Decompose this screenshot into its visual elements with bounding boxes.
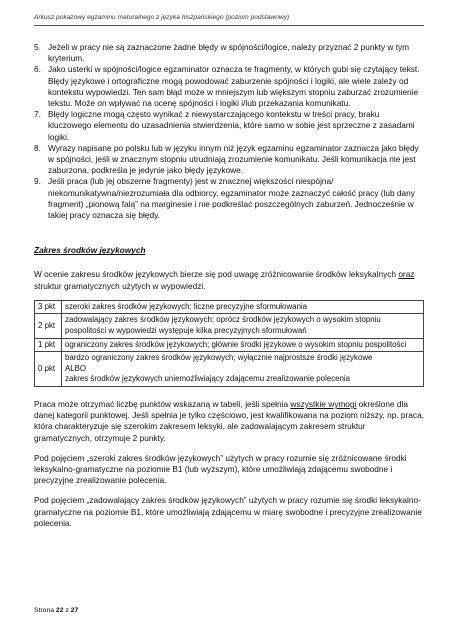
description-cell <box>62 314 424 338</box>
points-cell: 3 pkt <box>35 300 62 314</box>
item-number: 7. <box>34 109 41 120</box>
p1-text-start: Praca może otrzymać liczbę punktów wskazaną w tabeli, jeśli spełnia <box>34 399 291 410</box>
page-content <box>34 42 424 529</box>
item-number: 6. <box>34 64 41 75</box>
list-item <box>34 143 424 177</box>
paragraph-wide-range: Pod pojęciem „szeroki zakres środków językowych” użytych w pracy rozumie się zróżnicowane środki leksykalno-gramatyczne na poziomie B1 (lub wyższym), które umożliwiają zdającemu swobodne i precyzyjne zrealizowanie polecenia. <box>34 452 407 486</box>
list-item <box>34 64 424 109</box>
item-text: Błędy logiczne mogą często wynikać z niewystarczającego kontekstu w treści pracy, braku kluczowego elementu do uzasadnienia stwierdzenia, które samo w sobie jest sprzeczne z zasadami logiki. <box>48 109 415 142</box>
document-header: Arkusz pokazowy egzaminu maturalnego z języka hiszpańskiego (poziom podstawowy) <box>34 14 290 21</box>
description-cell <box>62 352 424 387</box>
description-line: bardzo ograniczony zakres środków językowych; wyłącznie najprostsze środki językowe <box>65 353 373 363</box>
list-item <box>34 42 424 64</box>
item-text: Jako usterki w spójności/logice egzaminator oznacza te fragmenty, w których gubi się czytający tekst. Błędy językowe i ortograficzne mogą powodować zaburzenie spójności i logiki, ale wiele zależy od kontekstu wypowiedzi. Ten sam błąd może w mniejszym lub większym stopniu zaburzać zrozumienie tekstu. Może on wpływać na ocenę spójności i logiki i/lub przekazania komunikatu. <box>48 64 420 109</box>
header-rule <box>34 25 424 26</box>
description-line: ALBO <box>65 363 87 373</box>
list-item <box>34 176 424 221</box>
footer-of-label: z <box>65 607 69 614</box>
item-text: Jeśli praca (lub jej obszerne fragmenty) jest w znacznej większości niespójna/ niekomunikatywna/niezrozumiała dla odbiorcy, egzaminator może zaznaczyć całość pracy (lub dany fragment) „pionową falą” na marginesie i nie podkreślać poszczególnych zaburzeń. Jednocześnie w takiej pracy oznacza się błędy. <box>48 176 415 221</box>
intro-text-start: W ocenie zakresu środków językowych bierze się pod uwagę zróżnicowanie środków leksykalnych <box>34 269 399 280</box>
intro-underlined-word: oraz <box>398 269 415 280</box>
p1-underlined-phrase: wszystkie wymogi <box>290 399 357 410</box>
paragraph-scoring-rule <box>34 399 424 444</box>
table-row <box>35 352 424 387</box>
footer-label: Strona <box>34 607 55 614</box>
description-cell <box>62 300 424 314</box>
scoring-table <box>34 300 424 387</box>
intro-text-end: struktur gramatycznych użytych w wypowiedzi. <box>34 280 206 291</box>
criteria-list <box>34 42 424 221</box>
item-number: 9. <box>34 176 41 187</box>
table-row <box>35 338 424 352</box>
item-text: Jeżeli w pracy nie są zaznaczone żadne błędy w spójności/logice, należy przyznać 2 punkty w tym kryterium. <box>48 42 410 64</box>
page-footer <box>34 607 78 614</box>
description-line: ograniczony zakres środków językowych; głównie środki językowe o wysokim stopniu pospolitości <box>65 339 407 349</box>
total-pages: 27 <box>70 607 79 614</box>
description-cell <box>62 338 424 352</box>
points-cell: 0 pkt <box>35 352 62 387</box>
table-row <box>35 314 424 338</box>
section-intro <box>34 269 424 291</box>
paragraph-satisfactory-range: Pod pojęciem „zadowalający zakres środków językowych” użytych w pracy rozumie się środki leksykalno-gramatyczne na poziomie B1, które umożliwiają zdającemu w miarę swobodne i precyzyjne zrealizowanie polecenia. <box>34 495 422 528</box>
description-line: szeroki zakres środków językowych; liczne precyzyjne sformułowania <box>65 301 308 311</box>
points-cell: 2 pkt <box>35 314 62 338</box>
list-item <box>34 109 424 143</box>
points-cell: 1 pkt <box>35 338 62 352</box>
current-page-number: 22 <box>55 607 64 614</box>
p1-text-end: określone dla danej kategorii punktowej. Jeśli spełnia je tylko częściowo, jest kwalifikowana na poziom niższy, np. praca, która charakteryzuje się szerokim zakresem leksyki, ale zadowalającym zakresem struktur gramatycznych, otrzymuje 2 punkty. <box>34 399 424 443</box>
description-line: zadowalający zakres środków językowych; oprócz środków językowych o wysokim stopniu pospolitości w wypowiedzi występuje kilka precyzyjnych sformułowań <box>65 315 381 336</box>
item-number: 5. <box>34 42 41 52</box>
description-line: zakres środków językowych uniemożliwiający zdającemu zrealizowanie polecenia <box>65 374 351 384</box>
item-text: Wyrazy napisane po polsku lub w języku innym niż język egzaminu egzaminator zaznacza jako błędy w spójności, jeśli w znacznym stopniu utrudniają zrozumienie komunikatu. Jeśli komunikacja nie jest zaburzona, podkreśla je jedynie jako błędy językowe. <box>48 142 419 176</box>
item-number: 8. <box>34 142 41 153</box>
table-row <box>35 300 424 314</box>
section-title: Zakres środków językowych <box>34 245 146 256</box>
